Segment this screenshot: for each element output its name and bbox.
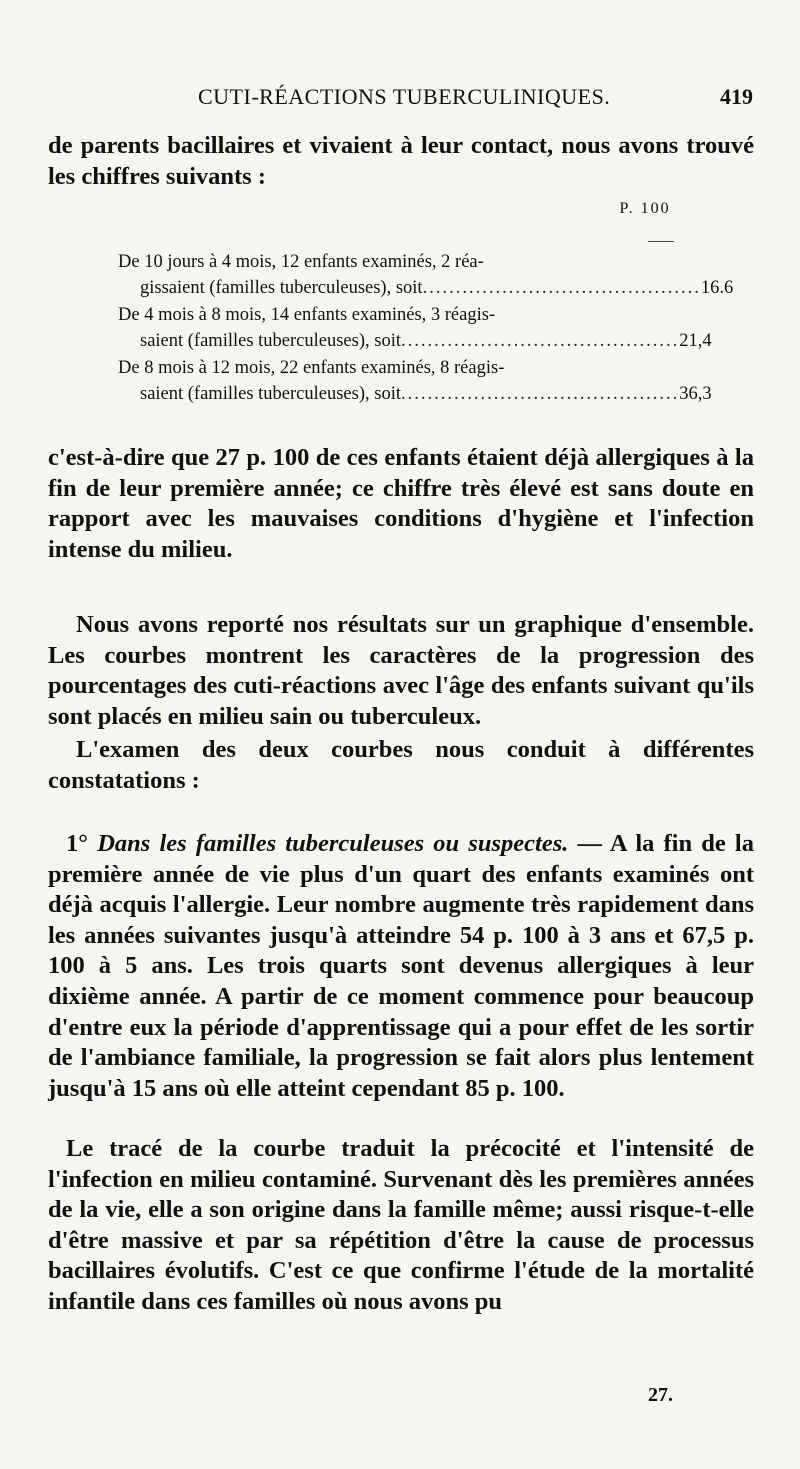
entry-line-2: saient (familles tuberculeuses), soit	[140, 331, 401, 351]
running-header	[50, 84, 755, 118]
statistics-entry	[118, 302, 712, 354]
section-number: 1°	[66, 830, 89, 857]
entry-percent: 21,4	[679, 331, 712, 351]
dot-leader: ..........................................	[422, 278, 701, 298]
statistics-list	[118, 249, 734, 408]
percent-column-header: P. 100	[619, 200, 671, 217]
dot-leader: ..........................................	[400, 384, 680, 404]
paragraph-conclusion: c'est-à-dire que 27 p. 100 de ces enfants étaient déjà allergiques à la fin de leur première année; ce chiffre très élevé est sans doute en rapport avec les mauvaises conditions d'hygiène et l'infection intense du milieu.	[48, 444, 754, 563]
entry-percent: 16.6	[700, 278, 734, 298]
entry-line-2: saient (familles tuberculeuses), soit	[140, 384, 401, 404]
statistics-entry	[118, 355, 712, 407]
statistics-entry	[118, 249, 734, 301]
dot-leader: ..........................................	[400, 331, 680, 351]
header-rule	[648, 241, 674, 242]
entry-line-1: De 8 mois à 12 mois, 22 enfants examinés, 8 réagis-	[118, 358, 505, 378]
paragraph-constatations: L'examen des deux courbes nous conduit à différentes constatations :	[48, 736, 754, 794]
entry-line-2: gissaient (familles tuberculeuses), soit	[140, 278, 423, 298]
running-title: CUTI-RÉACTIONS TUBERCULINIQUES.	[198, 84, 611, 109]
entry-line-1: De 4 mois à 8 mois, 14 enfants examinés, 3 réagis-	[118, 305, 496, 325]
page-number: 419	[720, 84, 753, 109]
entry-line-1: De 10 jours à 4 mois, 12 enfants examinés, 2 réa-	[118, 252, 484, 272]
signature-mark: 27.	[648, 1384, 673, 1406]
paragraph-tuberculous-families	[48, 829, 754, 1104]
paragraph-curve-analysis: Le tracé de la courbe traduit la précocité et l'intensité de l'infection en milieu contaminé. Survenant dès les premières années de la vie, elle a son origine dans la famille même; aussi risque-t-elle d'être massive et par sa répétition d'être la cause de processus bacillaires évolutifs. C'est ce que confirme l'étude de la mortalité infantile dans ces familles où nous avons pu	[48, 1135, 754, 1315]
paragraph-graph-intro: Nous avons reporté nos résultats sur un graphique d'ensemble. Les courbes montrent les caractères de la progression des pourcentages des cuti-réactions avec l'âge des enfants suivant qu'ils sont placés en milieu sain ou tuberculeux.	[48, 611, 754, 730]
section-heading: Dans les familles tuberculeuses ou suspectes.	[97, 830, 569, 857]
entry-percent: 36,3	[679, 384, 712, 404]
section-body: — A la fin de la première année de vie plus d'un quart des enfants examinés ont déjà acquis l'allergie. Leur nombre augmente très rapidement dans les années suivantes jusqu'à atteindre 54 p. 100 à 3 ans et 67,5 p. 100 à 5 ans. Les trois quarts sont devenus allergiques à leur dixième année. A partir de ce moment commence pour beaucoup d'entre eux la période d'apprentissage qui a pour effet de les sortir de l'ambiance familiale, la progression se fait alors plus lentement jusqu'à 15 ans où elle atteint cependant 85 p. 100.	[48, 830, 754, 1102]
intro-paragraph: de parents bacillaires et vivaient à leur contact, nous avons trouvé les chiffres suivants :	[48, 132, 754, 190]
